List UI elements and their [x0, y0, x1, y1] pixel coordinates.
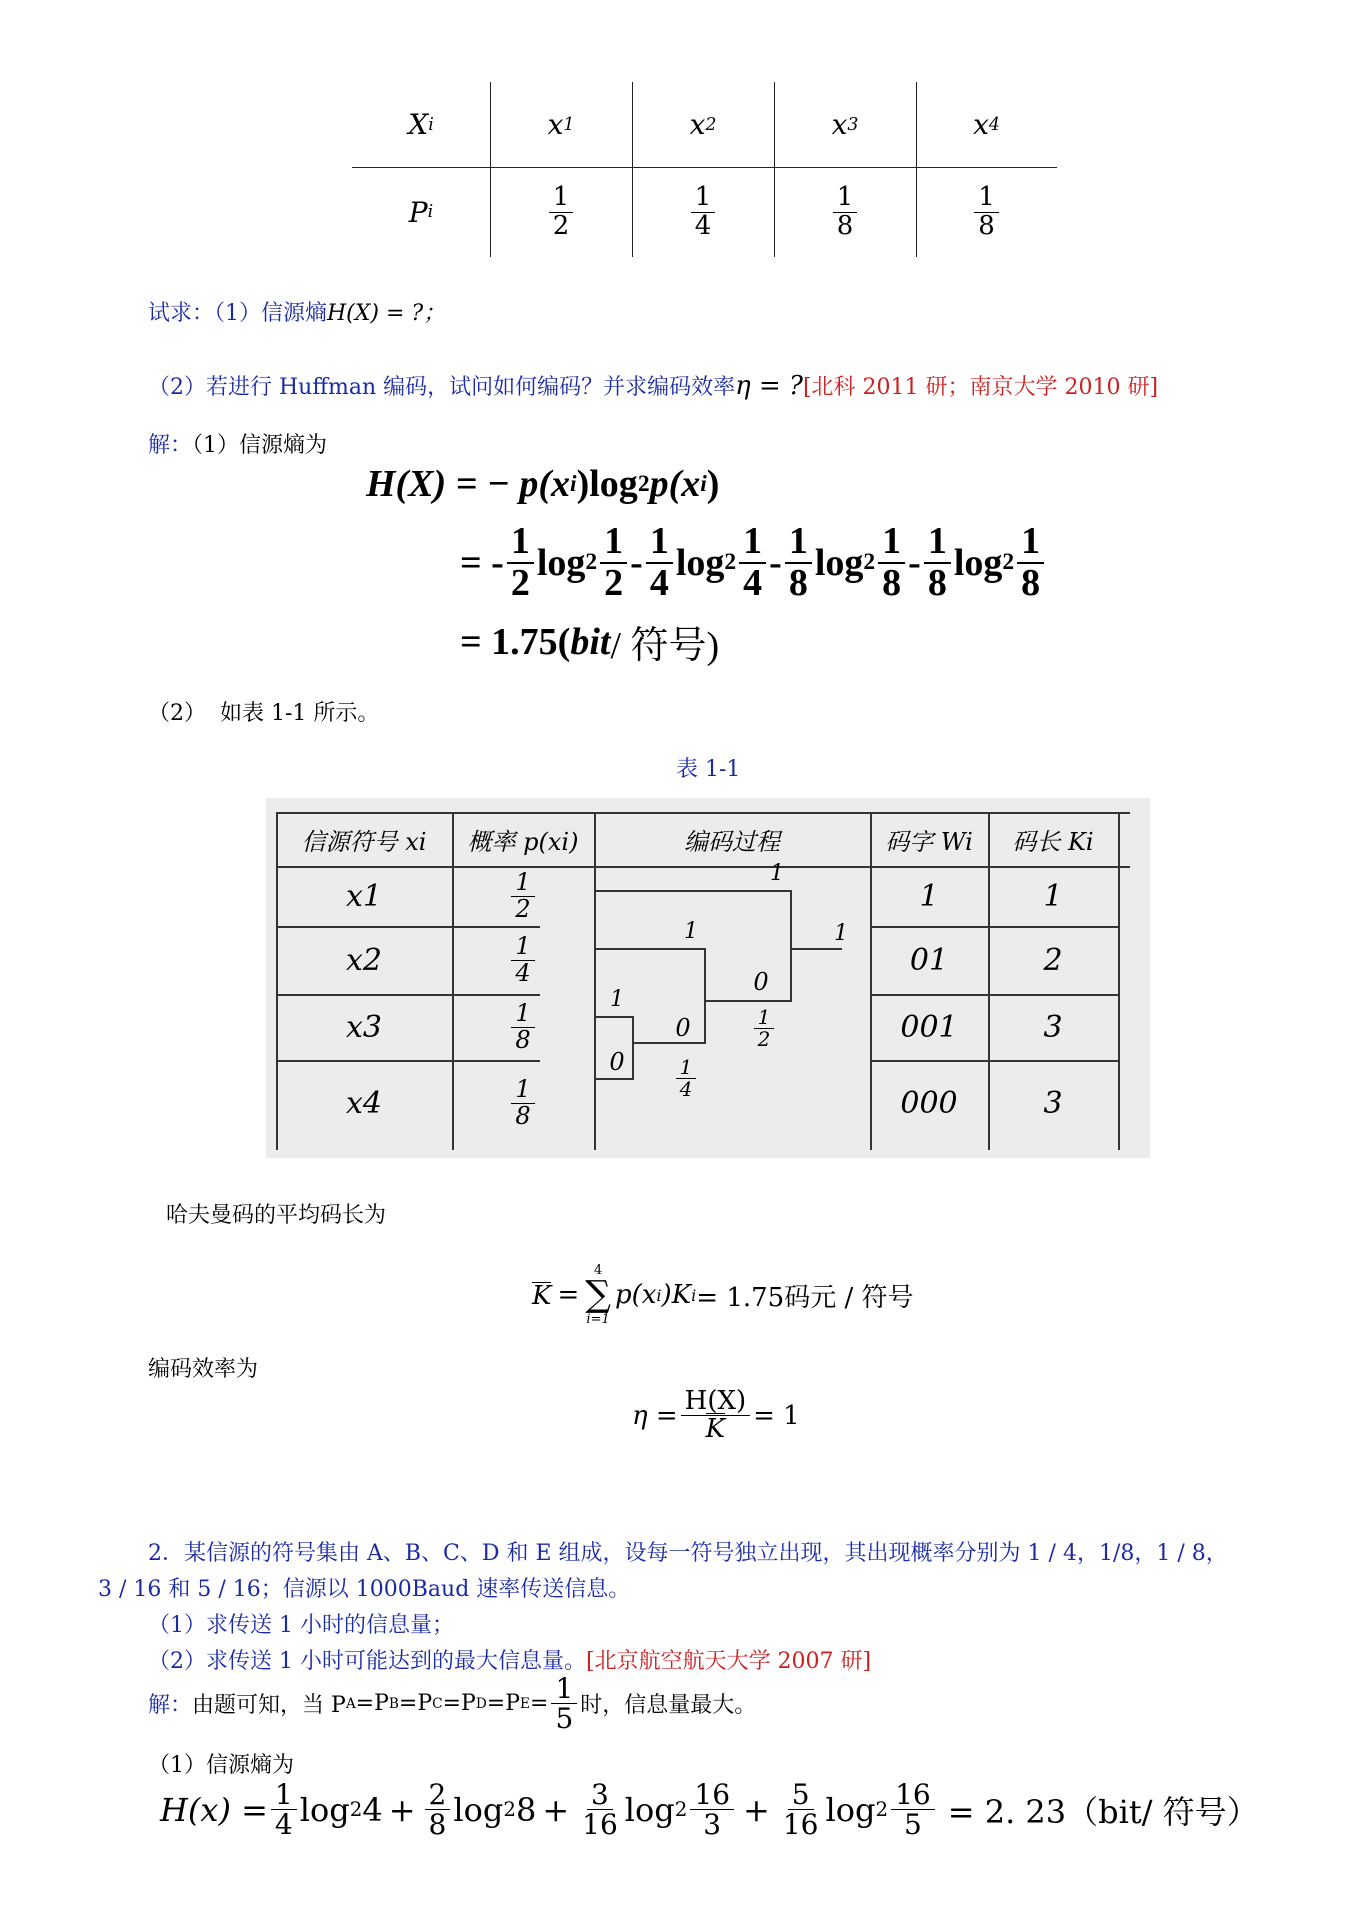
efficiency-heading: 编码效率为	[148, 1357, 259, 1382]
avg-length-heading: 哈夫曼码的平均码长为	[166, 1203, 387, 1228]
scan-header-symbol: 信源符号 xi	[301, 827, 427, 856]
tree-label: $\frac{1}{4}$	[658, 1048, 714, 1108]
tree-label: 1	[770, 860, 784, 886]
tree-branch	[596, 1016, 634, 1018]
table-prob-1: $\frac{1}{2}$	[490, 167, 632, 257]
scan-col-line	[1118, 812, 1120, 1150]
table-header-x4: x 4	[973, 108, 1000, 141]
scan-symbol: x1	[345, 878, 382, 914]
entropy-formula-line2: = - $\frac{1}{2}$ log 2 $\frac{1}{2}$ - $\frac{1}{4}$ log 2 $\frac{1}{4}$ - $\frac{1}{8}$ log 2 $\frac{1}{8}$ - $\frac{1}{8}$ log 2 $\frac{1}{8}$	[460, 522, 1047, 604]
tree-branch	[704, 948, 706, 1042]
scan-codeword: 000	[900, 1085, 958, 1121]
scan-prob: $\frac{1}{8}$	[452, 1060, 594, 1146]
tree-branch	[596, 1078, 634, 1080]
scan-prob: $\frac{1}{2}$	[452, 866, 594, 926]
tree-label: 0	[753, 968, 769, 996]
table-header-x2: x 2	[689, 108, 717, 141]
scan-symbol: x3	[345, 1009, 382, 1045]
table-prob-2: $\frac{1}{4}$	[632, 167, 774, 257]
problem-2-entropy-heading: （1）信源熵为	[148, 1753, 294, 1778]
table-header-x3: x 3	[831, 108, 859, 141]
table-header-xi: X i	[408, 108, 434, 141]
question-2: （2）若进行 Huffman 编码，试问如何编码？并求编码效率η = ?[北科 2011 研；南京大学 2010 研]	[148, 371, 1159, 401]
tree-label: 1	[610, 986, 624, 1012]
solution-1-heading: 解：（1）信源熵为	[148, 433, 328, 458]
scan-prob: $\frac{1}{4}$	[452, 926, 594, 994]
scan-symbol: x4	[345, 1085, 382, 1121]
scan-header-length: 码长 Ki	[1012, 827, 1094, 856]
problem-2-q1: （1）求传送 1 小时的信息量；	[148, 1613, 454, 1638]
table-prob-4: $\frac{1}{8}$	[916, 167, 1057, 257]
tree-branch	[792, 948, 842, 950]
scan-length: 2	[1043, 942, 1063, 978]
table-row-label-pi: P i	[408, 195, 434, 229]
avg-length-formula: K = 4 ∑ i=1 p(x i )K i = 1.75码元 / 符号	[532, 1263, 914, 1327]
question-1: 试求：（1）信源熵H(X) = ?；	[148, 301, 446, 326]
scan-codeword: 1	[919, 878, 939, 914]
scan-length: 3	[1043, 1085, 1063, 1121]
table-caption: 表 1-1	[676, 757, 741, 782]
problem-2-line2: 3 / 16 和 5 / 16；信源以 1000Baud 速率传送信息。	[98, 1577, 631, 1602]
scan-length: 3	[1043, 1009, 1063, 1045]
problem-2-q2: （2）求传送 1 小时可能达到的最大信息量。[北京航空航天大学 2007 研]	[148, 1649, 872, 1674]
scan-length: 1	[1043, 878, 1063, 914]
tree-branch	[632, 1016, 634, 1078]
tree-label: 1	[834, 920, 848, 946]
tree-branch	[790, 890, 792, 1000]
entropy-formula-line3: = 1.75( bit / 符号)	[460, 620, 720, 667]
scan-prob: $\frac{1}{8}$	[452, 994, 594, 1060]
scan-symbol: x2	[345, 942, 382, 978]
tree-label: 0	[609, 1048, 625, 1076]
scan-codeword: 01	[909, 942, 949, 978]
tree-branch	[596, 890, 792, 892]
scan-header-process: 编码过程	[684, 827, 780, 856]
tree-branch	[596, 948, 706, 950]
problem-2-solution: 解： 由题可知，当 P A =P B =P C =P D =P E = $\frac{1}{5}$ 时，信息量最大。	[148, 1672, 757, 1736]
scan-codeword: 001	[900, 1009, 958, 1045]
huffman-coding-table	[266, 798, 1150, 1158]
tree-label: 0	[675, 1014, 691, 1042]
scan-header-codeword: 码字 Wi	[885, 827, 973, 856]
problem-2-line1: 2．某信源的符号集由 A、B、C、D 和 E 组成，设每一符号独立出现，其出现概率分别为 1 / 4，1/8，1 / 8，	[148, 1541, 1228, 1566]
problem-2-entropy-formula: H(x) = $\frac{1}{4}$ log 2 4 + $\frac{2}{8}$ log 2 8 + $\frac{3}{16}$ log 2 $\frac{16}{3}$ + $\frac{5}{16}$ log 2 $\frac{16}{5}$ = 2. 23（bit/ 符号）	[160, 1778, 1259, 1842]
table-header-x1: x 1	[547, 108, 575, 141]
probability-table	[352, 82, 1057, 257]
tree-label: $\frac{1}{2}$	[736, 998, 792, 1058]
efficiency-formula: η = $\frac{H(X)}{K}$ = 1	[632, 1386, 800, 1445]
tree-label: 1	[684, 918, 698, 944]
entropy-formula-line1: H(X) = − p(x i )log 2 p(x i )	[366, 463, 720, 505]
table-prob-3: $\frac{1}{8}$	[774, 167, 916, 257]
scan-header-prob: 概率 p(xi)	[467, 827, 579, 856]
solution-2-heading: （2） 如表 1-1 所示。	[148, 701, 380, 726]
